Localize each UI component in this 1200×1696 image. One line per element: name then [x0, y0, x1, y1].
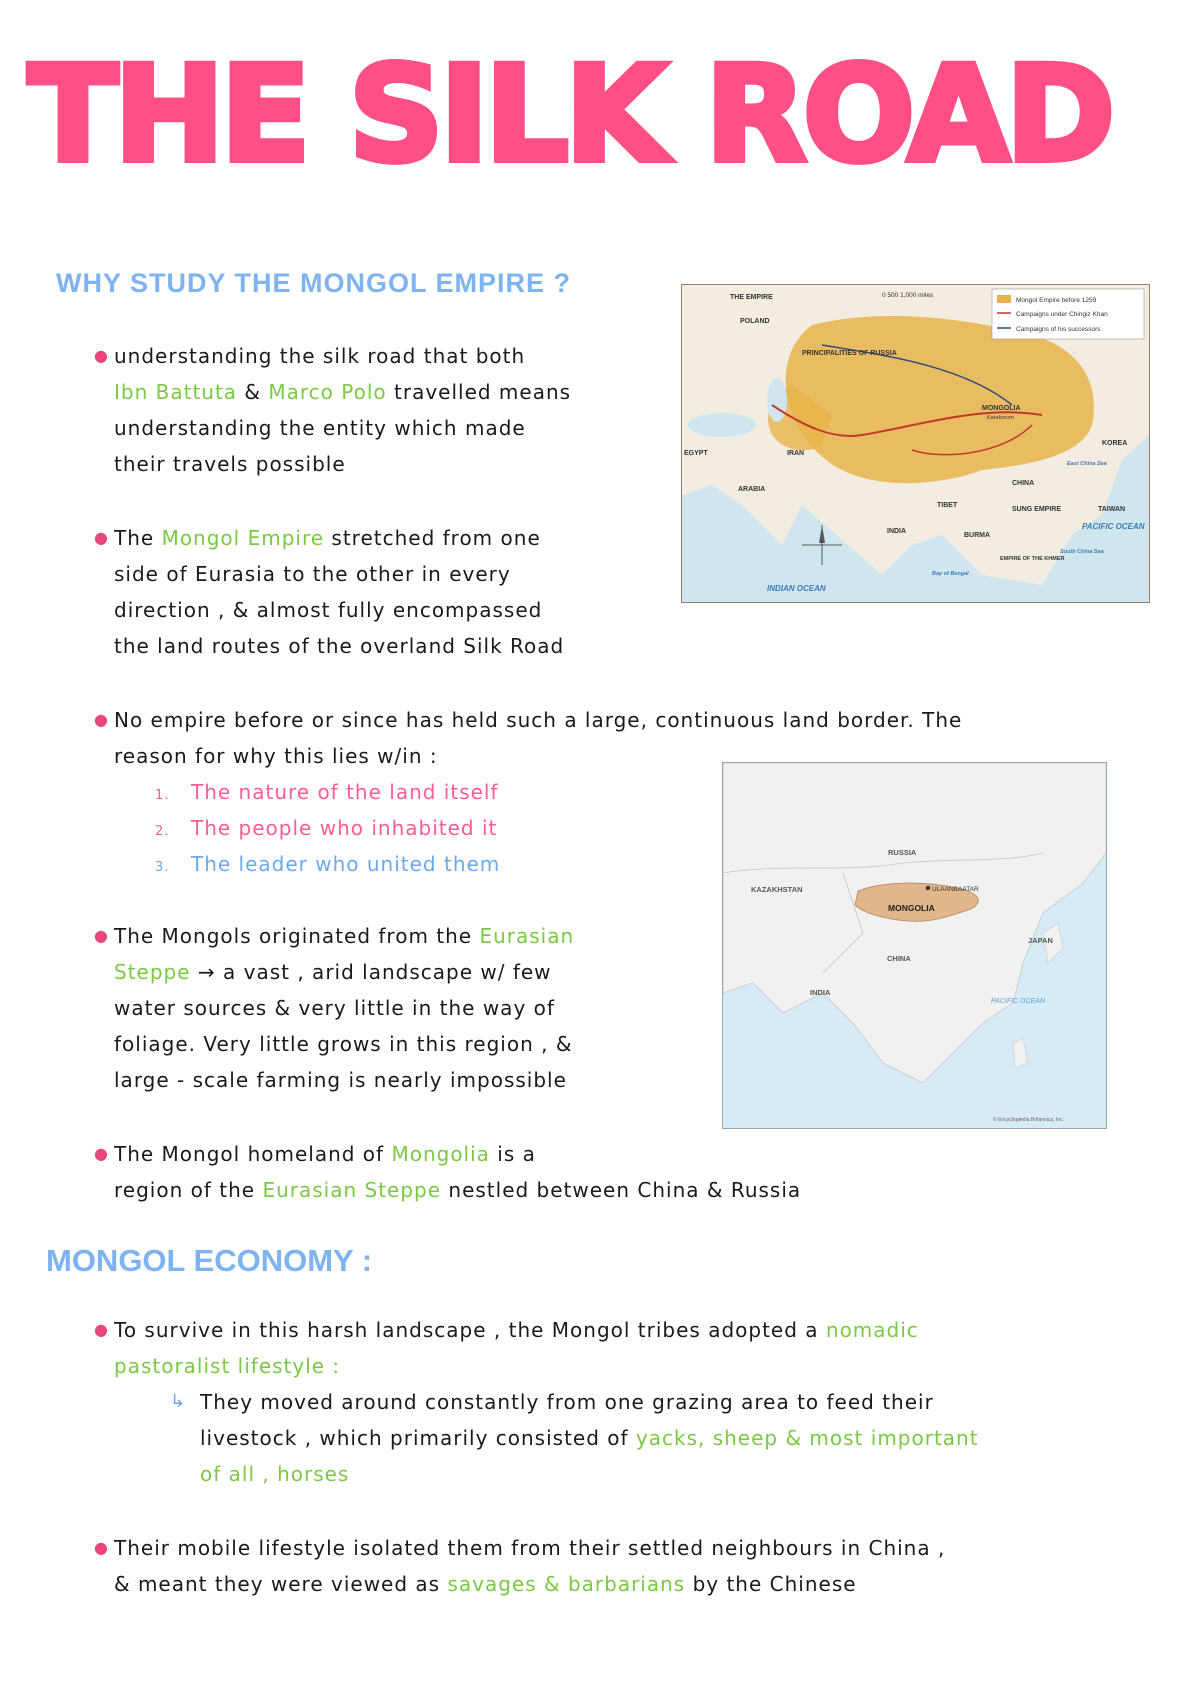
bullet-isolation: [94, 1530, 946, 1602]
text: The: [114, 526, 162, 550]
label-russia: RUSSIA: [888, 848, 917, 857]
label-ulaanbaatar: ULAANBAATAR: [932, 886, 979, 893]
reason-list: [155, 774, 500, 882]
highlight-eurasian: Eurasian: [479, 924, 575, 948]
label-russia: PRINCIPALITIES OF RUSSIA: [802, 350, 897, 357]
text: is a: [489, 1142, 536, 1166]
map-graphic: [723, 763, 1106, 1128]
label-pacific: PACIFIC OCEAN: [991, 998, 1045, 1005]
label-taiwan: TAIWAN: [1098, 506, 1126, 513]
label-south-china: South China Sea: [1060, 549, 1104, 555]
legend-successors: Campaigns of his successors: [1016, 326, 1101, 333]
section-heading-why: WHY STUDY THE MONGOL EMPIRE ?: [56, 268, 572, 298]
list-item-text: The people who inhabited it: [191, 816, 498, 840]
text: The Mongol homeland of: [114, 1142, 392, 1166]
legend-empire: Mongol Empire before 1259: [1016, 297, 1097, 304]
list-item-text: The nature of the land itself: [191, 780, 499, 804]
text-line: [114, 954, 574, 990]
label-china: CHINA: [887, 954, 911, 963]
highlight-marco-polo: Marco Polo: [268, 380, 387, 404]
label-empire: THE EMPIRE: [730, 294, 773, 301]
list-item: [155, 774, 500, 810]
label-song: SUNG EMPIRE: [1012, 506, 1062, 513]
text-line: the land routes of the overland Silk Road: [114, 634, 565, 658]
label-tibet: TIBET: [937, 502, 958, 509]
bullet-origins: [94, 918, 575, 1098]
label-burma: BURMA: [964, 532, 991, 539]
label-korea: KOREA: [1102, 440, 1128, 447]
label-arabia: ARABIA: [738, 486, 766, 493]
bullet-nomadic: [94, 1312, 919, 1384]
label-mongolia: MONGOLIA: [982, 405, 1021, 412]
map-credit: © Encyclopædia Britannica, Inc.: [993, 1117, 1064, 1123]
text-line: They moved around constantly from one grazing area to feed their: [200, 1390, 934, 1414]
list-item: [155, 810, 500, 846]
map-scale: 0 500 1,000 miles: [882, 292, 934, 299]
label-indian-ocean: INDIAN OCEAN: [767, 584, 826, 593]
text: region of the: [114, 1178, 263, 1202]
label-poland: POLAND: [740, 318, 770, 325]
text-line: direction , & almost fully encompassed: [114, 598, 543, 622]
label-kazakhstan: KAZAKHSTAN: [751, 885, 803, 894]
page-title: THE SILK ROAD: [28, 38, 1112, 192]
label-india: INDIA: [810, 988, 831, 997]
text-line: [114, 918, 574, 954]
list-item-text: The leader who united them: [191, 852, 501, 876]
text-line: water sources & very little in the way of: [114, 996, 555, 1020]
label-china: CHINA: [1012, 480, 1035, 487]
bullet-dot: ●: [94, 1538, 109, 1557]
list-number: 2.: [155, 824, 170, 839]
label-india: INDIA: [887, 528, 907, 535]
text-line: Their mobile lifestyle isolated them from their settled neighbours in China ,: [114, 1536, 946, 1560]
text: livestock , which primarily consisted of: [200, 1426, 636, 1450]
highlight-mongolia: Mongolia: [391, 1142, 490, 1166]
text-line: reason for why this lies w/in :: [114, 744, 438, 768]
text: To survive in this harsh landscape , the Mongol tribes adopted a: [114, 1318, 826, 1342]
text-line: [200, 1420, 979, 1456]
text-line: understanding the entity which made: [114, 416, 526, 440]
list-number: 1.: [155, 788, 170, 803]
list-item: [155, 846, 500, 882]
legend-chingiz: Campaigns under Chingiz Khan: [1016, 311, 1108, 318]
mongol-empire-map: [681, 284, 1150, 603]
section-heading-economy: MONGOL ECONOMY :: [46, 1243, 373, 1278]
label-pacific: PACIFIC OCEAN: [1082, 522, 1145, 531]
text-line: foliage. Very little grows in this region , &: [114, 1032, 573, 1056]
bullet-dot: ●: [94, 926, 109, 945]
text-line: side of Eurasia to the other in every: [114, 562, 511, 586]
text: → a vast , arid landscape w/ few: [190, 960, 552, 984]
label-egypt: EGYPT: [684, 450, 708, 457]
text-line: No empire before or since has held such a large, continuous land border. The: [114, 708, 963, 732]
highlight-nomadic: nomadic: [825, 1318, 919, 1342]
text-line: [114, 1566, 945, 1602]
map-graphic: [682, 285, 1149, 602]
text-line: large - scale farming is nearly impossible: [114, 1068, 567, 1092]
text-line: [114, 374, 571, 410]
bullet-mongol-empire: [94, 520, 565, 664]
bullet-dot: ●: [94, 346, 109, 365]
text-line: [114, 1172, 801, 1208]
text: nestled between China & Russia: [441, 1178, 802, 1202]
sub-bullet-livestock: [170, 1384, 979, 1492]
arrow-icon: ↳: [170, 1391, 187, 1412]
text-line: [114, 1312, 919, 1348]
text: &: [237, 380, 269, 404]
bullet-dot: ●: [94, 528, 109, 547]
label-iran: IRAN: [787, 450, 805, 457]
text-line: understanding the silk road that both: [114, 344, 526, 368]
label-khmer: EMPIRE OF THE KHMER: [1000, 556, 1065, 562]
highlight-livestock: yacks, sheep & most important: [635, 1426, 979, 1450]
text-line: their travels possible: [114, 452, 346, 476]
list-number: 3.: [155, 860, 170, 875]
highlight-savages: savages & barbarians: [447, 1572, 686, 1596]
highlight-eurasian-steppe: Eurasian Steppe: [262, 1178, 442, 1202]
highlight-steppe: Steppe: [114, 960, 191, 984]
highlight-ibn-battuta: Ibn Battuta: [114, 380, 238, 404]
bullet-homeland: [94, 1136, 802, 1208]
text: The Mongols originated from the: [114, 924, 480, 948]
label-karakorum: Karakorum: [987, 415, 1014, 421]
text: stretched from one: [324, 526, 541, 550]
bullet-dot: ●: [94, 710, 109, 729]
label-bay: Bay of Bengal: [932, 571, 969, 577]
text: by the Chinese: [685, 1572, 857, 1596]
bullet-understanding: [94, 338, 572, 482]
bullet-dot: ●: [94, 1144, 109, 1163]
text: travelled means: [386, 380, 572, 404]
text: & meant they were viewed as: [114, 1572, 448, 1596]
text-line: [114, 520, 564, 556]
highlight-horses: of all , horses: [200, 1462, 350, 1486]
bullet-dot: ●: [94, 1320, 109, 1339]
label-japan: JAPAN: [1028, 936, 1053, 945]
label-east-china: East China Sea: [1067, 461, 1107, 467]
mongolia-location-map: [722, 762, 1107, 1129]
highlight-mongol-empire: Mongol Empire: [161, 526, 325, 550]
highlight-pastoralist: pastoralist lifestyle :: [114, 1354, 341, 1378]
text-line: [114, 1136, 801, 1172]
label-mongolia: MONGOLIA: [888, 903, 935, 913]
